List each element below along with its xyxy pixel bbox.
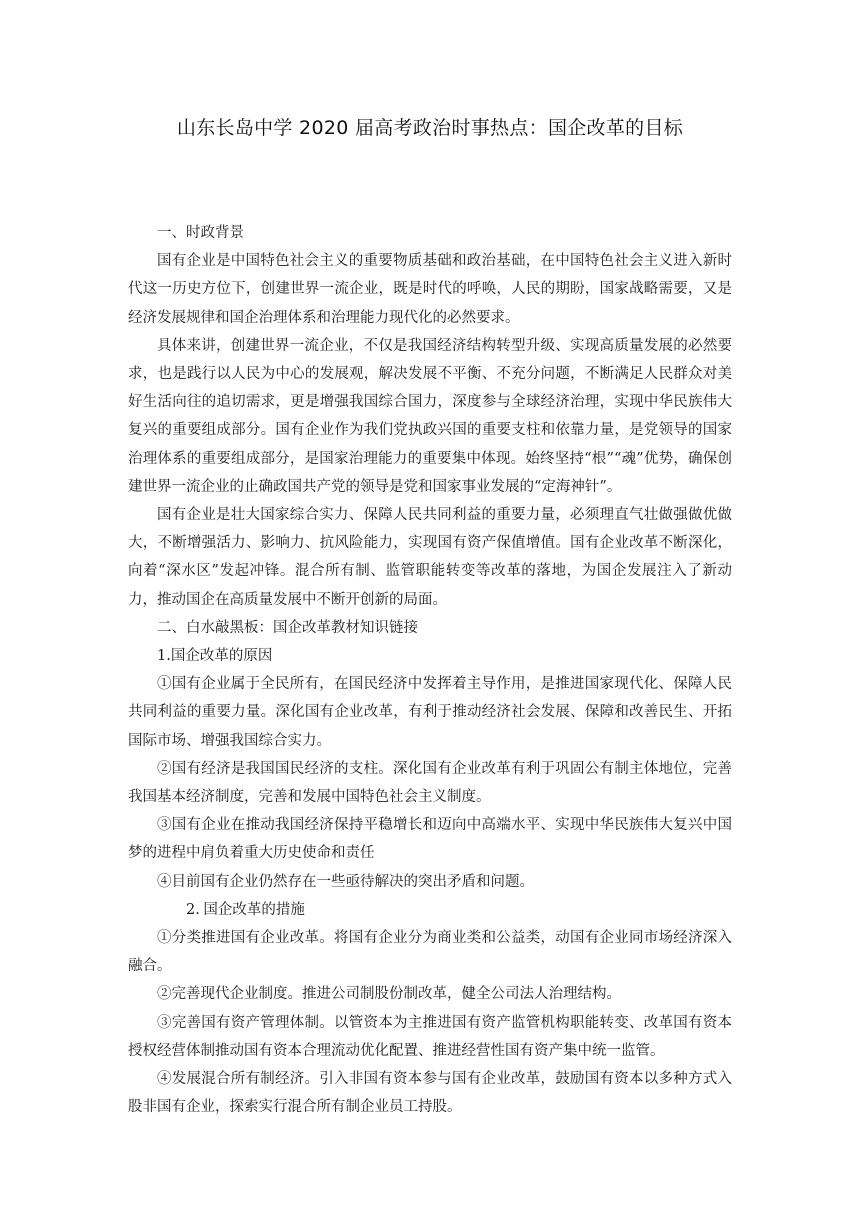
paragraph: 具体来讲，创建世界一流企业，不仅是我国经济结构转型升级、实现高质量发展的必然要求，也是践行以人民为中心的发展观，解决发展不平衡、不充分问题，不断满足人民群众对美好生活向往的追切需求，更是增强我国综合国力，深度参与全球经济治理，实现中华民族伟大复兴的重要组成部分。国有企业作为我们党执政兴国的重要支柱和依靠力量，是党领导的国家治理体系的重要组成部分，是国家治理能力的重要集中体现。始终坚持“根”“魂”优势，确保创建世界一流企业的止确政国共产党的领导是党和国家事业发展的“定海神针”。 [128,337,732,495]
section-heading-background: 一、时政背景 [157,225,244,241]
subheading-text: 国企改革的措施 [203,901,305,918]
paragraph: ④目前国有企业仍然存在一些亟待解决的突出矛盾和问题。 [157,873,534,890]
paragraph: ③完善国有资产管理体制。以管资本为主推进国有资产监管机构职能转变、改革国有资本授权经营体制推动国有资本合理流动优化配置、推进经营性国有资产集中统一监管。 [128,1014,732,1059]
subheading-reasons: 1.国企改革的原因 [157,648,273,665]
subheading-number: 2. [186,901,200,918]
paragraph: ①分类推进国有企业改革。将国有企业分为商业类和公益类，动国有企业同市场经济深入融合。 [128,930,732,975]
paragraph: ④发展混合所有制经济。引入非国有资本参与国有企业改革，鼓励国有资本以多种方式入股非国有企业，探索实行混合所有制企业员工持股。 [128,1071,732,1116]
paragraph: 国有企业是壮大国家综合实力、保障人民共同利益的重要力量，必须理直气壮做强做优做大，不断增强活力、影响力、抗风险能力，实现国有资产保值增值。国有企业改革不断深化，向着“深水区”发起冲锋。混合所有制、监管职能转变等改革的落地，为国企发展注入了新动力，推动国企在高质量发展中不断开创新的局面。 [128,507,732,608]
paragraph: ②完善现代企业制度。推进公司制股份制改革，健全公司法人治理结构。 [157,986,621,1003]
paragraph: 国有企业是中国特色社会主义的重要物质基础和政治基础，在中国特色社会主义进入新时代这一历史方位下，创建世界一流企业，既是时代的呼唤，人民的期盼，国家战略需要，又是经济发展规律和国企治理体系和治理能力现代化的必然要求。 [128,253,732,326]
document-body [128,219,732,1122]
document-title: 山东长岛中学 2020 届高考政治时事热点：国企改革的目标 [176,117,684,139]
paragraph: ②国有经济是我国国民经济的支柱。深化国有企业改革有利于巩固公有制主体地位，完善我国基本经济制度，完善和发展中国特色社会主义制度。 [128,760,732,806]
paragraph: ①国有企业属于全民所有，在国民经济中发挥着主导作用，是推进国家现代化、保障人民共同利益的重要力量。深化国有企业改革，有利于推动经济社会发展、保障和改善民生、开拓国际市场、增强我国综合实力。 [128,676,732,749]
section-heading-textbook: 二、白水敲黑板：国企改革教材知识链接 [157,619,418,636]
paragraph: ③国有企业在推动我国经济保持平稳增长和迈向中高端水平、实现中华民族伟大复兴中国梦的进程中肩负着重大历史使命和责任 [128,817,732,862]
subheading-measures [128,896,732,924]
